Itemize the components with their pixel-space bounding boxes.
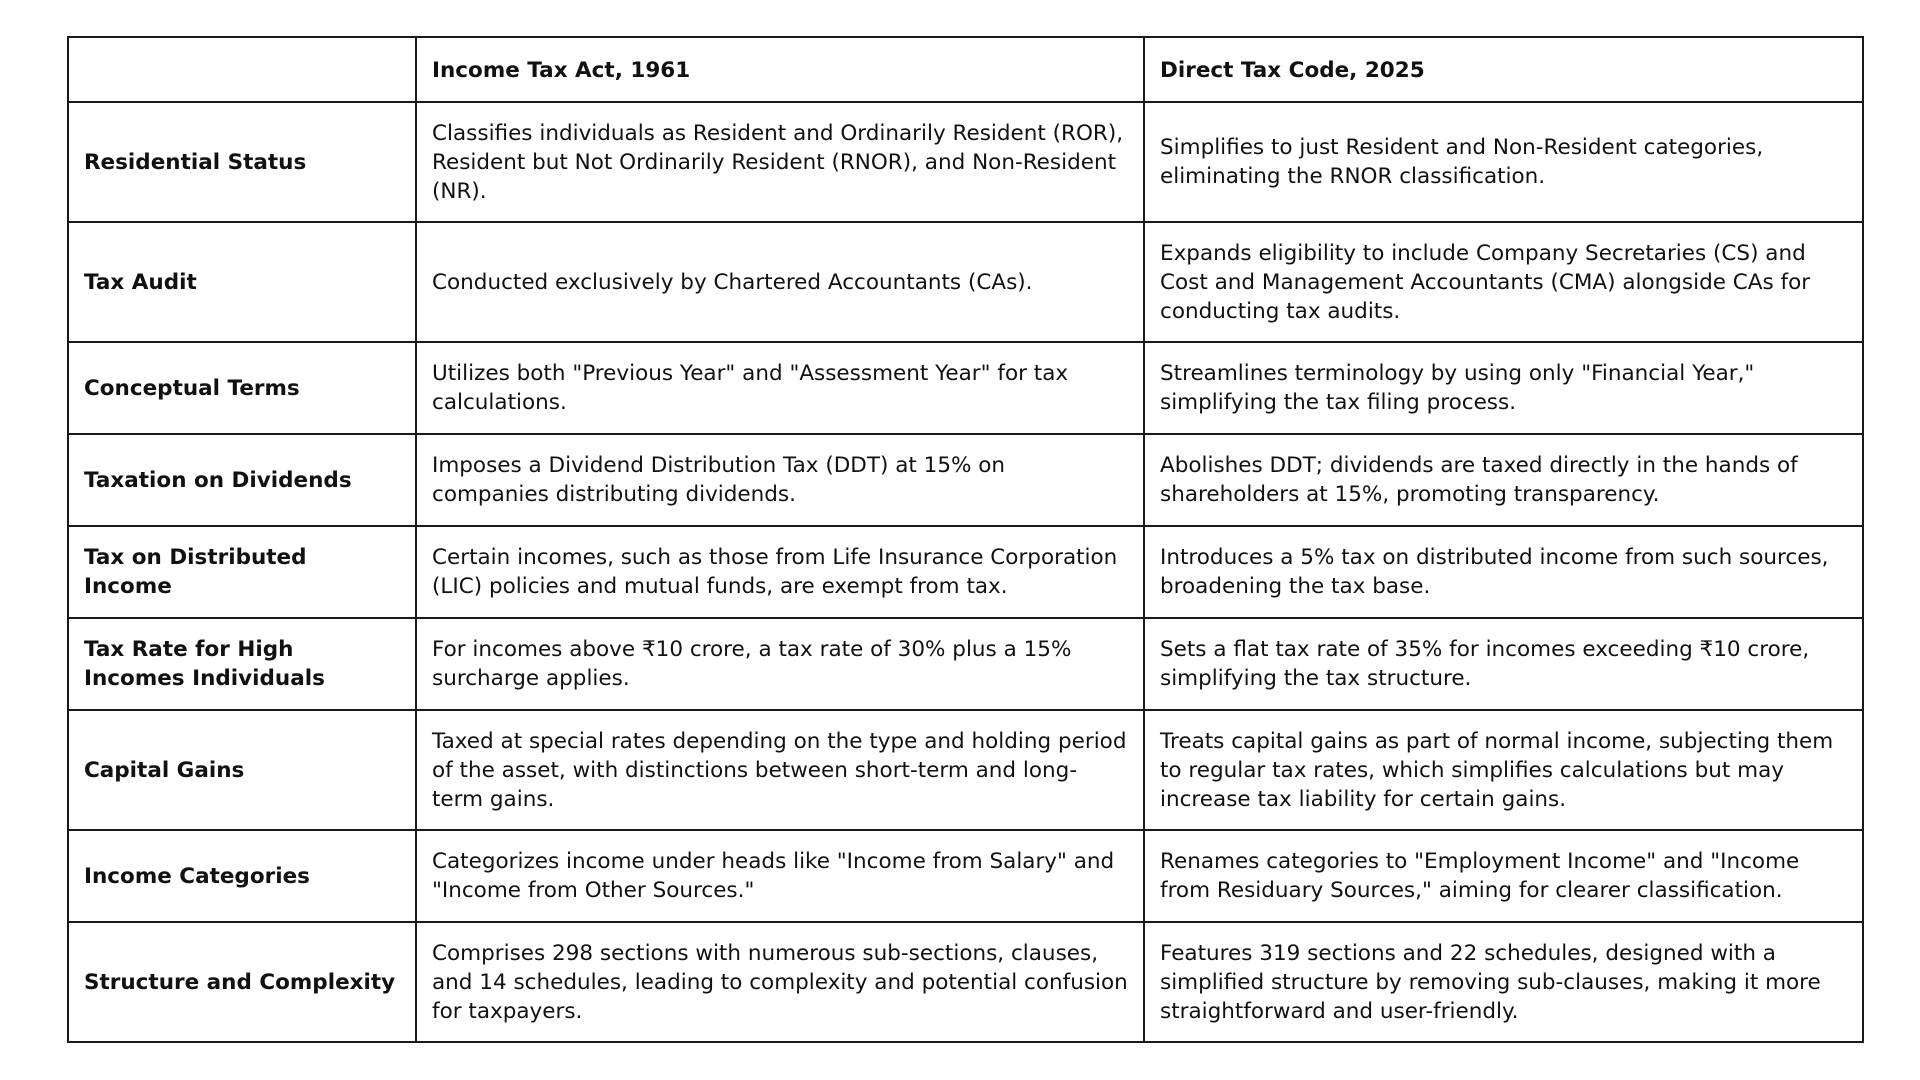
row-label: Conceptual Terms bbox=[68, 342, 416, 434]
header-cell-empty bbox=[68, 37, 416, 102]
cell-act-1961: Comprises 298 sections with numerous sub-sections, clauses, and 14 schedules, leading to complexity and potential confusion for taxpayers. bbox=[416, 922, 1144, 1042]
table-row bbox=[68, 830, 1863, 922]
row-label: Income Categories bbox=[68, 830, 416, 922]
row-label: Tax on Distributed Income bbox=[68, 526, 416, 618]
table-row bbox=[68, 222, 1863, 342]
cell-code-2025: Abolishes DDT; dividends are taxed directly in the hands of shareholders at 15%, promoting transparency. bbox=[1144, 434, 1863, 526]
row-label: Structure and Complexity bbox=[68, 922, 416, 1042]
table-header bbox=[68, 37, 1863, 102]
cell-act-1961: Utilizes both "Previous Year" and "Assessment Year" for tax calculations. bbox=[416, 342, 1144, 434]
cell-code-2025: Treats capital gains as part of normal income, subjecting them to regular tax rates, which simplifies calculations but may increase tax liability for certain gains. bbox=[1144, 710, 1863, 830]
row-label: Residential Status bbox=[68, 102, 416, 222]
cell-act-1961: Imposes a Dividend Distribution Tax (DDT) at 15% on companies distributing dividends. bbox=[416, 434, 1144, 526]
table-row bbox=[68, 434, 1863, 526]
cell-code-2025: Expands eligibility to include Company Secretaries (CS) and Cost and Management Accountants (CMA) alongside CAs for conducting tax audits. bbox=[1144, 222, 1863, 342]
cell-code-2025: Streamlines terminology by using only "Financial Year," simplifying the tax filing process. bbox=[1144, 342, 1863, 434]
row-label: Taxation on Dividends bbox=[68, 434, 416, 526]
table-row bbox=[68, 526, 1863, 618]
cell-act-1961: Conducted exclusively by Chartered Accountants (CAs). bbox=[416, 222, 1144, 342]
table-body bbox=[68, 102, 1863, 1042]
cell-code-2025: Introduces a 5% tax on distributed income from such sources, broadening the tax base. bbox=[1144, 526, 1863, 618]
cell-code-2025: Renames categories to "Employment Income" and "Income from Residuary Sources," aiming for clearer classification. bbox=[1144, 830, 1863, 922]
cell-act-1961: Categorizes income under heads like "Income from Salary" and "Income from Other Sources." bbox=[416, 830, 1144, 922]
cell-act-1961: Certain incomes, such as those from Life Insurance Corporation (LIC) policies and mutual funds, are exempt from tax. bbox=[416, 526, 1144, 618]
cell-act-1961: Taxed at special rates depending on the type and holding period of the asset, with distinctions between short-term and long-term gains. bbox=[416, 710, 1144, 830]
table-row bbox=[68, 342, 1863, 434]
table-row bbox=[68, 922, 1863, 1042]
row-label: Capital Gains bbox=[68, 710, 416, 830]
table-row bbox=[68, 710, 1863, 830]
table-row bbox=[68, 618, 1863, 710]
header-row bbox=[68, 37, 1863, 102]
cell-code-2025: Features 319 sections and 22 schedules, designed with a simplified structure by removing sub-clauses, making it more straightforward and user-friendly. bbox=[1144, 922, 1863, 1042]
row-label: Tax Audit bbox=[68, 222, 416, 342]
row-label: Tax Rate for High Incomes Individuals bbox=[68, 618, 416, 710]
header-cell-direct-tax-code: Direct Tax Code, 2025 bbox=[1144, 37, 1863, 102]
header-cell-income-tax-act: Income Tax Act, 1961 bbox=[416, 37, 1144, 102]
cell-code-2025: Simplifies to just Resident and Non-Resident categories, eliminating the RNOR classification. bbox=[1144, 102, 1863, 222]
cell-act-1961: For incomes above ₹10 crore, a tax rate of 30% plus a 15% surcharge applies. bbox=[416, 618, 1144, 710]
table-row bbox=[68, 102, 1863, 222]
cell-code-2025: Sets a flat tax rate of 35% for incomes exceeding ₹10 crore, simplifying the tax structure. bbox=[1144, 618, 1863, 710]
cell-act-1961: Classifies individuals as Resident and Ordinarily Resident (ROR), Resident but Not Ordinarily Resident (RNOR), and Non-Resident (NR). bbox=[416, 102, 1144, 222]
comparison-table bbox=[67, 36, 1864, 1043]
